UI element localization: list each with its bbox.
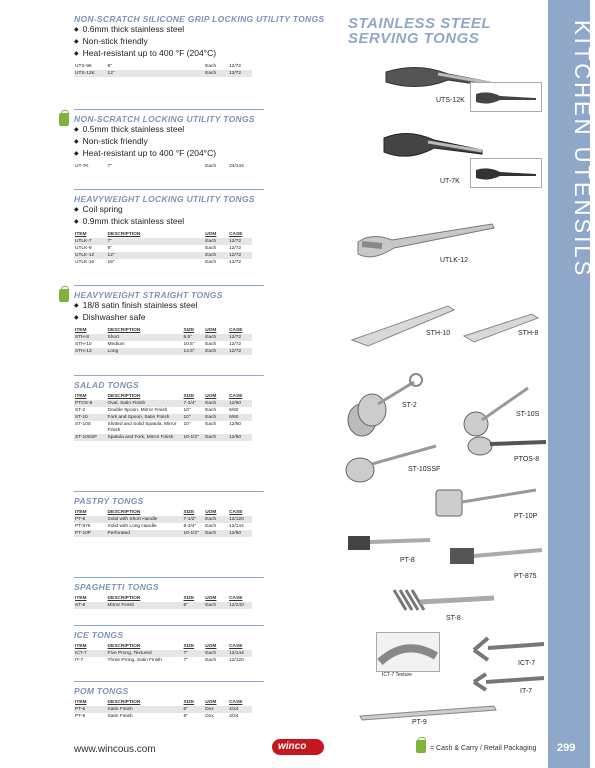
table-cell: 12/144 <box>228 650 252 657</box>
table-cell: 10.5" <box>183 341 195 347</box>
table-cell: ICT-7 <box>74 650 107 657</box>
table-cell: 12/240 <box>228 602 252 609</box>
table-cell: IT-7 <box>75 657 84 663</box>
page-title-line2: SERVING TONGS <box>348 30 480 47</box>
table-cell: 7" <box>183 650 205 657</box>
section-title: ICE TONGS <box>74 630 124 640</box>
pt-9-image <box>354 698 504 728</box>
table-cell: Each <box>205 63 217 69</box>
table-row <box>74 400 252 407</box>
table-cell: 12/72 <box>228 334 252 341</box>
table-cell: Solid with Short Handle <box>107 516 183 523</box>
table-cell: UTLK-9 <box>75 245 92 251</box>
column-header: CASE <box>229 231 243 237</box>
table-cell: 10" <box>183 421 191 427</box>
product-section <box>74 496 254 537</box>
table-cell: 12/144 <box>229 523 244 529</box>
spec-table <box>74 327 252 355</box>
column-header: SIZE <box>183 509 195 515</box>
spec-table <box>74 699 252 720</box>
section-divider <box>74 109 264 110</box>
label-ict-7-texture: ICT-7 Texture <box>382 672 412 678</box>
spec-table-header <box>74 643 252 650</box>
column-header: CASE <box>229 643 243 649</box>
label-pt-875: PT-875 <box>514 573 537 580</box>
table-cell: Each <box>204 414 228 421</box>
table-row <box>74 70 252 77</box>
column-header: DESCRIPTION <box>107 393 141 399</box>
table-cell: Double Spoon, Mirror Finish <box>107 407 168 413</box>
table-cell: 8-3/4" <box>183 523 197 529</box>
table-cell: 12/72 <box>229 245 242 251</box>
table-cell: PT-8 <box>74 516 107 523</box>
feature-bullet: ◆ Coil spring <box>74 204 254 216</box>
sth-8-image <box>460 306 540 346</box>
table-cell: ST-8 <box>74 602 107 609</box>
table-cell: Each <box>204 348 228 355</box>
table-row <box>74 259 252 266</box>
table-row <box>74 602 252 609</box>
table-cell: 12/72 <box>228 70 252 77</box>
table-cell: Five Prong, Textured <box>107 650 183 657</box>
section-title: HEAVYWEIGHT STRAIGHT TONGS <box>74 290 223 300</box>
table-cell: Each <box>205 421 217 427</box>
table-cell: Each <box>205 341 217 347</box>
table-cell: Dox <box>205 713 214 719</box>
st-10ssf-image <box>344 436 444 486</box>
feature-bullet: ◆ Non-stick friendly <box>74 136 254 148</box>
spec-table-header <box>74 231 252 238</box>
table-cell: UTLK-16 <box>75 259 95 265</box>
column-header: CASE <box>229 595 243 601</box>
table-cell: 12" <box>107 70 183 77</box>
table-cell: 7-1/2" <box>183 516 205 523</box>
table-cell <box>183 259 205 266</box>
table-cell: 12/72 <box>228 252 252 259</box>
product-section <box>74 194 254 266</box>
table-cell: 9" <box>107 245 112 251</box>
label-ict-7: ICT-7 <box>518 660 536 667</box>
label-it-7: IT-7 <box>520 688 533 695</box>
table-cell: ST-10SSF <box>74 434 107 441</box>
column-header: SIZE <box>183 595 195 601</box>
table-row <box>74 341 252 348</box>
feature-bullet: ◆ 18/8 satin finish stainless steel <box>74 300 254 312</box>
section-divider <box>74 189 264 190</box>
table-cell: Each <box>205 259 217 265</box>
table-cell: 7" <box>107 163 112 169</box>
table-row <box>74 713 252 720</box>
spec-table-header <box>74 327 252 334</box>
table-cell <box>183 70 205 77</box>
column-header: DESCRIPTION <box>107 595 141 601</box>
st-2-image <box>344 370 434 440</box>
table-cell: 7" <box>107 238 183 245</box>
footer-url[interactable]: www.wincous.com <box>74 744 156 755</box>
label-pt-10p: PT-10P <box>514 513 538 520</box>
column-header: SIZE <box>183 327 195 333</box>
column-header: DESCRIPTION <box>107 327 141 333</box>
table-cell: Satin Finish <box>107 713 133 719</box>
table-row <box>74 516 252 523</box>
section-divider <box>74 625 264 626</box>
table-cell: 6" <box>183 706 205 713</box>
label-pt-8: PT-8 <box>400 557 415 564</box>
table-cell: ST-10S <box>75 421 91 427</box>
ict-7-texture-image <box>376 632 440 672</box>
label-st-10s: ST-10S <box>516 411 540 418</box>
table-row <box>74 407 252 414</box>
sth-10-image <box>348 300 458 350</box>
table-row <box>74 421 252 434</box>
table-cell: 10-1/2" <box>183 530 205 537</box>
winco-logo-text: winco <box>278 741 307 752</box>
table-row <box>74 334 252 341</box>
column-header: UOM <box>205 231 217 237</box>
label-st-2: ST-2 <box>402 402 417 409</box>
table-cell: 9" <box>183 713 188 719</box>
table-cell: 12/72 <box>228 238 252 245</box>
label-ut-7k: UT-7K <box>440 178 460 185</box>
section-divider <box>74 491 264 492</box>
product-section <box>74 14 325 77</box>
feature-bullet: ◆ Non-stick friendly <box>74 36 254 48</box>
table-cell: UTLK-7 <box>74 238 107 245</box>
table-cell: Oval, Satin Finish <box>107 400 183 407</box>
table-cell: Each <box>204 434 228 441</box>
table-cell: Each <box>204 70 228 77</box>
table-cell: ST-2 <box>75 407 86 413</box>
table-row <box>74 63 252 70</box>
section-title: SPAGHETTI TONGS <box>74 582 159 592</box>
column-header: DESCRIPTION <box>107 643 141 649</box>
table-cell: PT-9 <box>75 713 86 719</box>
label-pt-9: PT-9 <box>412 719 427 726</box>
spec-table <box>74 509 252 537</box>
spec-table-header <box>74 393 252 400</box>
feature-bullet: ◆ 0.9mm thick stainless steel <box>74 216 254 228</box>
section-divider <box>74 577 264 578</box>
table-cell: 13.5" <box>183 348 205 355</box>
column-header: ITEM <box>75 595 87 601</box>
product-section <box>74 380 254 441</box>
table-cell: 12/72 <box>229 341 242 347</box>
table-cell: PT-6 <box>74 706 107 713</box>
product-section <box>74 582 254 609</box>
section-divider <box>74 285 264 286</box>
feature-bullet: ◆ Dishwasher safe <box>74 312 254 324</box>
table-cell: Each <box>205 523 217 529</box>
feature-bullet: ◆ Heat-resistant up to 400 °F (204°C) <box>74 48 254 60</box>
pt-875-image <box>446 542 546 570</box>
feature-bullet: ◆ Heat-resistant up to 400 °F (204°C) <box>74 148 254 160</box>
table-cell: PT-875 <box>75 523 91 529</box>
page-title-line1: STAINLESS STEEL <box>348 15 492 32</box>
table-cell: 12/60 <box>228 530 252 537</box>
cash-carry-bag-icon <box>59 113 69 126</box>
ut-7k-thumb <box>470 158 542 188</box>
table-cell: 10-1/2" <box>183 434 205 441</box>
table-cell: 10" <box>183 414 205 421</box>
table-cell: 7-3/4" <box>183 400 205 407</box>
product-section <box>74 630 254 664</box>
table-cell: Perforated <box>107 530 183 537</box>
st-8-image <box>390 584 500 620</box>
sidebar-title: KITCHEN UTENSILS <box>570 20 595 279</box>
section-title: POM TONGS <box>74 686 129 696</box>
column-header: UOM <box>205 699 217 705</box>
table-cell <box>183 245 205 252</box>
cash-carry-bag-icon <box>416 740 426 753</box>
label-uts-12k: UTS-12K <box>436 97 465 104</box>
column-header: CASE <box>229 699 243 705</box>
table-row <box>74 657 252 664</box>
column-header: ITEM <box>75 231 87 237</box>
column-header: ITEM <box>75 643 87 649</box>
ict-7-image <box>468 632 548 662</box>
table-cell: 12/120 <box>229 657 244 663</box>
table-cell: 6/60 <box>228 414 252 421</box>
table-cell: UTS-12K <box>74 70 107 77</box>
table-cell: ST-10 <box>74 414 107 421</box>
table-cell <box>183 252 205 259</box>
table-cell: Short <box>107 334 183 341</box>
table-cell: Each <box>204 252 228 259</box>
section-title: NON-SCRATCH SILICONE GRIP LOCKING UTILITY TONGS <box>74 14 325 24</box>
column-header: ITEM <box>75 509 87 515</box>
column-header: UOM <box>205 595 217 601</box>
table-cell: Spatula and Fork, Mirror Finish <box>107 434 183 441</box>
table-cell: Medium <box>107 341 125 347</box>
table-cell: Each <box>205 407 217 413</box>
product-section <box>74 290 254 355</box>
table-cell: UTLK-12 <box>74 252 107 259</box>
column-header: ITEM <box>75 699 87 705</box>
table-cell: 8" <box>183 602 205 609</box>
table-cell: 7" <box>183 657 188 663</box>
page-title <box>348 16 508 46</box>
cash-carry-bag-icon <box>59 289 69 302</box>
table-cell: Each <box>204 530 228 537</box>
table-cell: 6/60 <box>229 407 239 413</box>
table-row <box>74 414 252 421</box>
table-cell: Each <box>205 245 217 251</box>
table-cell: 12/60 <box>229 421 242 427</box>
column-header: UOM <box>205 509 217 515</box>
column-header: SIZE <box>183 393 195 399</box>
table-cell: 12/72 <box>228 348 252 355</box>
table-cell: Each <box>204 650 228 657</box>
feature-bullet: ◆ 0.5mm thick stainless steel <box>74 124 254 136</box>
uts-12k-thumb <box>470 82 542 112</box>
table-cell: Dox <box>204 706 228 713</box>
column-header: ITEM <box>75 393 87 399</box>
table-cell: 24/144 <box>229 163 244 169</box>
spec-table <box>74 643 252 664</box>
legend-text: = Cash & Carry / Retail Packaging <box>430 745 537 752</box>
table-row <box>74 523 252 530</box>
table-cell: STH-10 <box>75 341 92 347</box>
spec-table <box>74 231 252 266</box>
table-row <box>74 252 252 259</box>
product-section <box>74 114 254 170</box>
table-cell <box>183 238 205 245</box>
table-cell: Each <box>205 163 217 169</box>
table-cell: Each <box>204 400 228 407</box>
table-cell: 12/60 <box>228 400 252 407</box>
table-cell: Each <box>204 238 228 245</box>
spec-table-header <box>74 595 252 602</box>
column-header: DESCRIPTION <box>107 509 141 515</box>
column-header: ITEM <box>75 327 87 333</box>
table-cell: Slotted and Solid Spatula, Mirror Finish <box>107 421 177 433</box>
table-cell: Each <box>204 602 228 609</box>
column-header: DESCRIPTION <box>107 231 141 237</box>
section-title: PASTRY TONGS <box>74 496 144 506</box>
section-divider <box>74 375 264 376</box>
table-cell <box>183 163 205 170</box>
table-cell: Long <box>107 348 183 355</box>
spec-table-header <box>74 509 252 516</box>
column-header <box>183 231 205 238</box>
table-cell: STH-13 <box>74 348 107 355</box>
section-title: SALAD TONGS <box>74 380 140 390</box>
spec-table <box>74 63 252 77</box>
table-row <box>74 238 252 245</box>
column-header: SIZE <box>183 699 195 705</box>
table-row <box>74 245 252 252</box>
table-cell: Satin Finish <box>107 706 183 713</box>
label-sth-8: STH-8 <box>518 330 539 337</box>
table-cell: PTOS-8 <box>74 400 107 407</box>
table-cell: Fork and Spoon, Satin Finish <box>107 414 183 421</box>
section-title: HEAVYWEIGHT LOCKING UTILITY TONGS <box>74 194 255 204</box>
table-cell: 4/24 <box>228 706 252 713</box>
table-cell: 12/120 <box>228 516 252 523</box>
table-cell: 9" <box>107 63 112 69</box>
section-title: NON-SCRATCH LOCKING UTILITY TONGS <box>74 114 255 124</box>
column-header: UOM <box>205 643 217 649</box>
product-section <box>74 686 254 720</box>
table-cell: 12/72 <box>229 63 242 69</box>
pt-8-image <box>344 532 434 556</box>
label-st-10ssf: ST-10SSF <box>408 466 441 473</box>
table-row <box>74 706 252 713</box>
table-cell: Mirror Finish <box>107 602 183 609</box>
table-cell: Solid with Long Handle <box>107 523 157 529</box>
column-header: CASE <box>229 327 243 333</box>
column-header: UOM <box>205 393 217 399</box>
table-row <box>74 650 252 657</box>
spec-table <box>74 393 252 441</box>
table-cell: Each <box>205 657 217 663</box>
table-cell: 8.5" <box>183 334 205 341</box>
spec-table-header <box>74 699 252 706</box>
table-cell: Each <box>204 334 228 341</box>
table-row <box>74 530 252 537</box>
table-cell: Three Prong, Satin Finish <box>107 657 162 663</box>
table-cell: 10" <box>183 407 191 413</box>
table-row <box>74 434 252 441</box>
column-header: UOM <box>205 327 217 333</box>
column-header: SIZE <box>183 643 195 649</box>
table-cell: UTS-9K <box>75 63 93 69</box>
feature-bullet: ◆ 0.6mm thick stainless steel <box>74 24 254 36</box>
column-header: DESCRIPTION <box>107 699 141 705</box>
utlk-12-image <box>352 218 502 278</box>
label-st-8: ST-8 <box>446 615 461 622</box>
table-cell: 12/60 <box>228 434 252 441</box>
label-sth-10: STH-10 <box>426 330 451 337</box>
table-cell: PT-10P <box>74 530 107 537</box>
spec-table <box>74 595 252 609</box>
table-cell: 16" <box>107 259 115 265</box>
table-cell: 12" <box>107 252 183 259</box>
spec-table <box>74 163 252 170</box>
table-cell: 12/72 <box>229 259 242 265</box>
table-cell: STH-8 <box>74 334 107 341</box>
table-cell: UT-7K <box>75 163 89 169</box>
table-cell: 4/24 <box>229 713 239 719</box>
label-utlk-12: UTLK-12 <box>440 257 469 264</box>
column-header: CASE <box>229 393 243 399</box>
label-ptos-8: PTOS-8 <box>514 456 540 463</box>
table-cell: Each <box>204 516 228 523</box>
it-7-image <box>468 668 548 694</box>
section-divider <box>74 681 264 682</box>
table-row <box>74 348 252 355</box>
table-cell <box>183 63 205 70</box>
column-header: CASE <box>229 509 243 515</box>
table-row <box>74 163 252 170</box>
page-number: 299 <box>557 742 576 754</box>
